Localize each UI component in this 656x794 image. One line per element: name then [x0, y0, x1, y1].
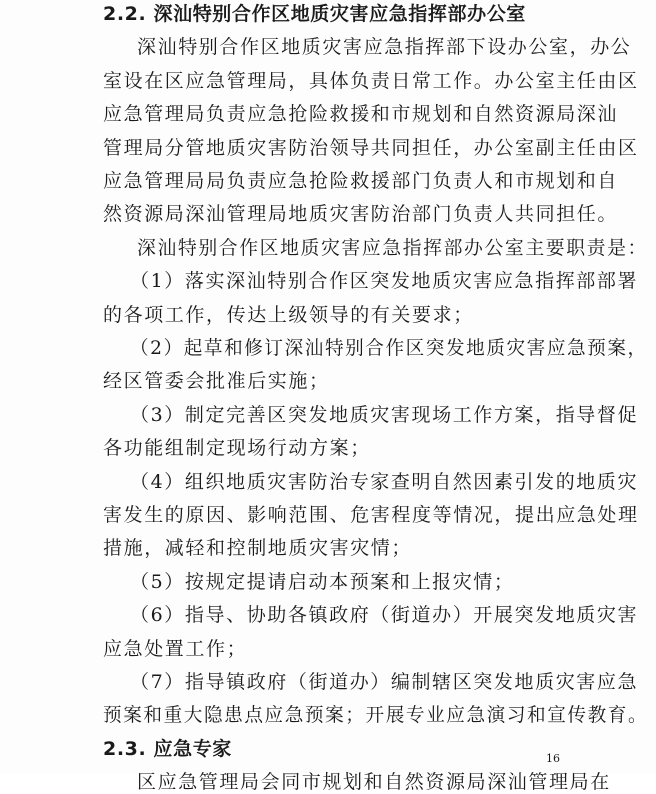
duty-item-2-cont: 经区管委会批准后实施； [103, 370, 330, 393]
page-number: 16 [546, 752, 560, 765]
paragraph-line: 应急管理局负责应急抢险救援和市规划和自然资源局深汕 [103, 103, 619, 126]
duty-item-1-cont: 的各项工作，传达上级领导的有关要求； [103, 303, 474, 326]
duty-item-1: （1）落实深汕特别合作区突发地质灾害应急指挥部部署 [130, 270, 639, 293]
duty-item-4-cont: 害发生的原因、影响范围、危害程度等情况，提出应急处理 [103, 504, 639, 526]
section-2-3-heading: 2.3. 应急专家 [103, 737, 232, 760]
duty-item-5: （5）按规定提请启动本预案和上报灾情； [130, 570, 515, 593]
paragraph-line: 管理局分管地质灾害防治领导共同担任，办公室副主任由区 [103, 136, 639, 159]
duties-intro-line: 深汕特别合作区地质灾害应急指挥部办公室主要职责是： [137, 236, 648, 259]
duty-item-6: （6）指导、协助各镇政府（街道办）开展突发地质灾害 [130, 604, 639, 627]
duty-item-2: （2）起草和修订深汕特别合作区突发地质灾害应急预案， [130, 337, 648, 359]
paragraph-line: 深汕特别合作区地质灾害应急指挥部下设办公室，办公 [137, 36, 632, 59]
duty-item-7-cont: 预案和重大隐患点应急预案；开展专业应急演习和宣传教育。 [103, 704, 649, 727]
paragraph-line: 应急管理局局负责应急抢险救援部门负责人和市规划和自 [103, 170, 619, 192]
section-2-2-heading: 2.2. 深汕特别合作区地质灾害应急指挥部办公室 [103, 3, 526, 25]
duty-item-7: （7）指导镇政府（街道办）编制辖区突发地质灾害应急 [130, 671, 639, 693]
duty-item-6-cont: 应急处置工作； [103, 637, 248, 660]
duty-item-4-cont: 措施，减轻和控制地质灾害灾情； [103, 537, 413, 560]
paragraph-line: 室设在区应急管理局，具体负责日常工作。办公室主任由区 [103, 69, 639, 92]
paragraph-line: 然资源局深汕管理局地质灾害防治部门负责人共同担任。 [103, 203, 619, 226]
duty-item-3-cont: 各功能组制定现场行动方案； [103, 437, 371, 460]
duty-item-3: （3）制定完善区突发地质灾害现场工作方案，指导督促 [130, 403, 639, 426]
paragraph-line: 区应急管理局会同市规划和自然资源局深汕管理局在 [137, 771, 611, 794]
duty-item-4: （4）组织地质灾害防治专家查明自然因素引发的地质灾 [130, 470, 639, 493]
